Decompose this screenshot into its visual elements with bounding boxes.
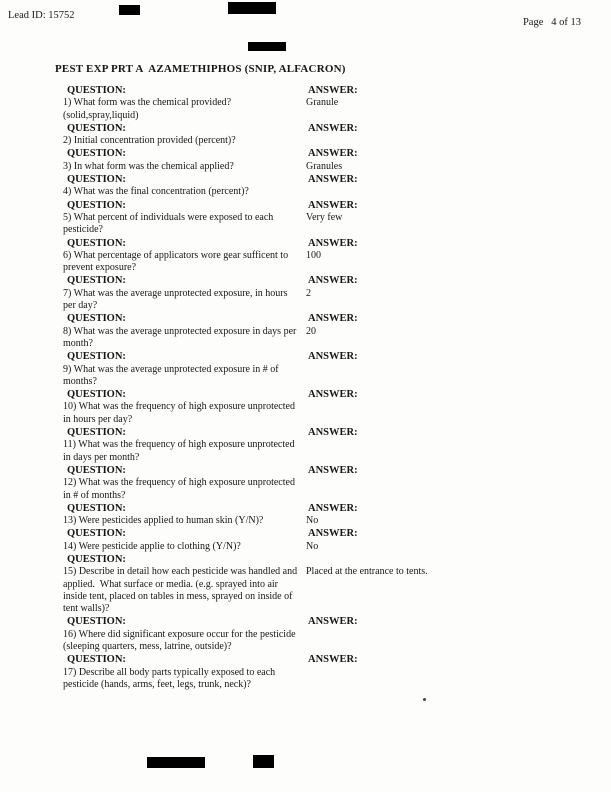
question-text: 13) Were pesticides applied to human skin (Y/N)? bbox=[63, 515, 264, 527]
answer-text bbox=[306, 364, 563, 389]
question-text: 9) What was the average unprotected exposure in # of months? bbox=[63, 363, 282, 387]
qa-block bbox=[63, 351, 563, 388]
question-text: 1) What form was the chemical provided?(solid,spray,liquid) bbox=[63, 97, 232, 121]
question-text: 15) Describe in detail how each pesticide was handled and applied. What surface or media. (e.g. sprayed into air inside tent, placed on tables in mess, sprayed on inside of tent walls)? bbox=[63, 566, 300, 615]
qa-block bbox=[63, 654, 563, 691]
answer-text: 100 bbox=[306, 249, 321, 261]
question-label: QUESTION: bbox=[67, 502, 126, 514]
qa-block bbox=[63, 554, 563, 615]
question-label: QUESTION: bbox=[67, 237, 126, 249]
question-label: QUESTION: bbox=[67, 351, 126, 363]
qa-block bbox=[63, 389, 563, 426]
answer-label: ANSWER: bbox=[308, 174, 358, 186]
qa-block bbox=[63, 200, 563, 237]
question-label: QUESTION: bbox=[67, 174, 126, 186]
question-label: QUESTION: bbox=[67, 528, 126, 540]
redaction-bar bbox=[228, 2, 276, 14]
redaction-bar bbox=[253, 755, 274, 768]
answer-label: ANSWER: bbox=[308, 616, 358, 628]
qa-block bbox=[63, 313, 563, 350]
qa-block bbox=[63, 465, 563, 502]
qa-list bbox=[63, 85, 563, 692]
question-text: 7) What was the average unprotected exposure, in hours per day? bbox=[63, 287, 290, 312]
answer-label: ANSWER: bbox=[308, 148, 358, 160]
answer-text: Very few bbox=[306, 211, 343, 223]
redaction-bar bbox=[147, 757, 205, 768]
question-label: QUESTION: bbox=[67, 389, 126, 401]
question-label: QUESTION: bbox=[67, 553, 126, 565]
question-label: QUESTION: bbox=[67, 313, 126, 325]
question-label: QUESTION: bbox=[67, 654, 126, 666]
answer-text bbox=[306, 401, 563, 426]
question-label: QUESTION: bbox=[67, 275, 126, 287]
answer-label: ANSWER: bbox=[308, 313, 358, 325]
answer-text: 2 bbox=[306, 287, 311, 299]
answer-text: No bbox=[306, 515, 319, 527]
answer-label: ANSWER: bbox=[308, 389, 358, 401]
answer-text bbox=[306, 629, 563, 654]
qa-block bbox=[63, 148, 563, 173]
question-text: 3) In what form was the chemical applied? bbox=[63, 160, 234, 172]
answer-label: ANSWER: bbox=[308, 237, 358, 249]
answer-label: ANSWER: bbox=[308, 122, 358, 134]
answer-label: ANSWER: bbox=[308, 464, 358, 476]
qa-block bbox=[63, 528, 563, 553]
qa-block bbox=[63, 503, 563, 528]
question-text: 6) What percentage of applicators wore gear sufficent to prevent exposure? bbox=[63, 249, 291, 274]
question-label: QUESTION: bbox=[67, 148, 126, 160]
question-text: 14) Were pesticide applie to clothing (Y/N)? bbox=[63, 540, 241, 552]
question-text: 5) What percent of individuals were exposed to each pesticide? bbox=[63, 211, 276, 236]
answer-text bbox=[306, 477, 563, 502]
qa-block bbox=[63, 174, 563, 199]
answer-text: Placed at the entrance to tents. bbox=[306, 566, 428, 578]
question-text: 12) What was the frequency of high exposure unprotected in # of months? bbox=[63, 477, 298, 501]
question-label: QUESTION: bbox=[67, 616, 126, 628]
question-text: 10) What was the frequency of high exposure unprotected in hours per day? bbox=[63, 401, 298, 425]
answer-label: ANSWER: bbox=[308, 502, 358, 514]
answer-text bbox=[306, 186, 563, 198]
lead-id: Lead ID: 15752 bbox=[8, 10, 75, 21]
answer-text bbox=[306, 439, 563, 464]
answer-label: ANSWER: bbox=[308, 275, 358, 287]
answer-text bbox=[306, 135, 563, 147]
question-text: 11) What was the frequency of high exposure unprotected in days per month? bbox=[63, 439, 298, 463]
answer-label: ANSWER: bbox=[308, 199, 358, 211]
answer-label: ANSWER: bbox=[308, 427, 358, 439]
qa-block bbox=[63, 275, 563, 312]
question-text: 4) What was the final concentration (percent)? bbox=[63, 186, 249, 198]
answer-text: No bbox=[306, 540, 319, 552]
document-title: PEST EXP PRT A AZAMETHIPHOS (SNIP, ALFACRON) bbox=[55, 63, 346, 75]
answer-label: ANSWER: bbox=[308, 654, 358, 666]
scan-artifact bbox=[423, 698, 426, 701]
qa-block bbox=[63, 616, 563, 653]
question-label: QUESTION: bbox=[67, 122, 126, 134]
question-text: 17) Describe all body parts typically exposed to each pesticide (hands, arms, feet, legs, trunk, neck)? bbox=[63, 666, 278, 690]
answer-text: Granules bbox=[306, 160, 343, 172]
question-label: QUESTION: bbox=[67, 199, 126, 211]
answer-text bbox=[306, 667, 563, 692]
question-label: QUESTION: bbox=[67, 464, 126, 476]
qa-block bbox=[63, 427, 563, 464]
question-label: QUESTION: bbox=[67, 427, 126, 439]
answer-text: Granule bbox=[306, 97, 339, 109]
question-text: 2) Initial concentration provided (percent)? bbox=[63, 135, 236, 147]
qa-block bbox=[63, 123, 563, 148]
question-label: QUESTION: bbox=[67, 85, 126, 96]
qa-block bbox=[63, 85, 563, 122]
page-number: Page 4 of 13 bbox=[522, 17, 581, 28]
redaction-bar bbox=[119, 5, 140, 15]
answer-label: ANSWER: bbox=[308, 528, 358, 540]
qa-block bbox=[63, 238, 563, 275]
question-text: 16) Where did significant exposure occur for the pesticide (sleeping quarters, mess, latrine, outside)? bbox=[63, 628, 299, 653]
answer-text: 20 bbox=[306, 325, 316, 337]
redaction-bar bbox=[248, 42, 286, 51]
question-text: 8) What was the average unprotected exposure in days per month? bbox=[63, 325, 299, 349]
answer-label: ANSWER: bbox=[308, 351, 358, 363]
answer-label: ANSWER: bbox=[308, 85, 358, 96]
